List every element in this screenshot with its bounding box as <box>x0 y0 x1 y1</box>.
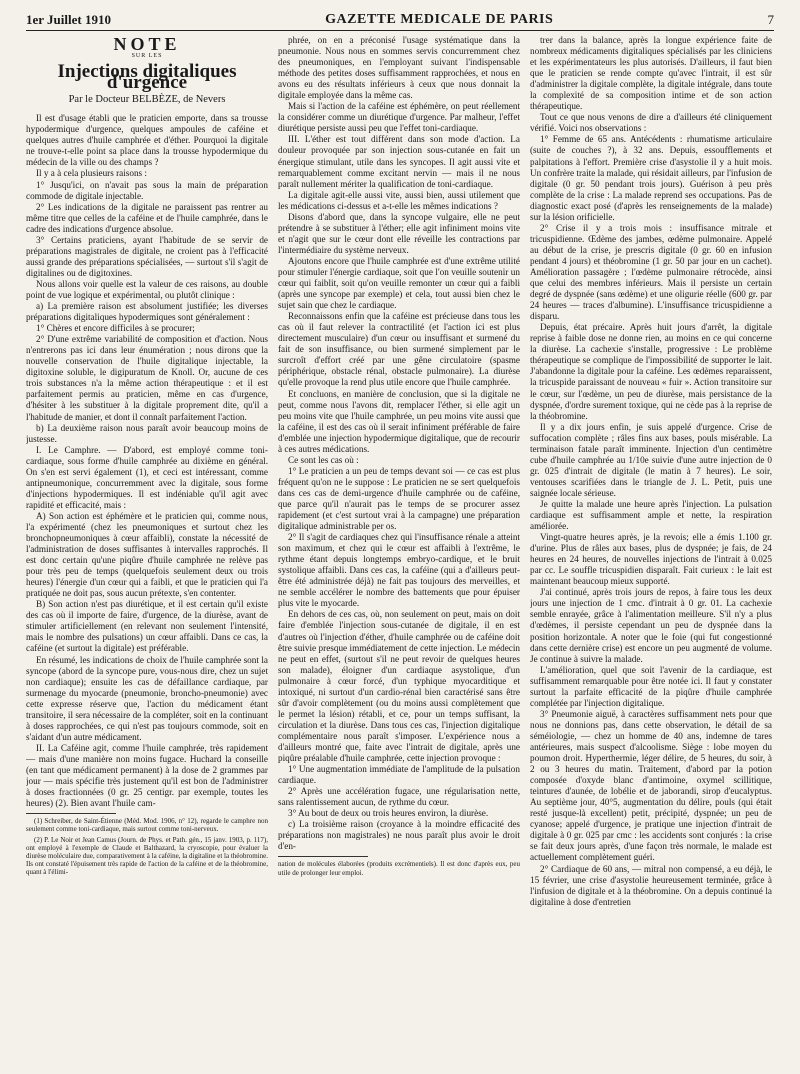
article-kicker: NOTE <box>113 35 181 54</box>
paragraph: Ajoutons encore que l'huile camphrée est d'une extrême utilité pour stimuler l'énergie cardiaque, soit que l'on veuille soutenir un cœur qui faiblit, soit qu'on veuille remonter un cœur qui a faibli (après une syncope par exemple) et cela, tout aussi bien chez le sujet sain que chez le cardiaque. <box>278 255 520 311</box>
article-kicker-sub: SUR LES <box>131 53 163 60</box>
paragraph: Il est d'usage établi que le praticien emporte, dans sa trousse hypodermique d'urgence, quelques ampoules de caféine et quelques autres d'huile camphrée et d'éther. Pourquoi la digitale ne trouve-t-elle point sa place dans la trousse hypodermique du médecin de la ville ou des champs ? <box>26 113 268 168</box>
paragraph: Ce sont les cas où : <box>288 454 359 465</box>
paragraph: Mais si l'action de la caféine est éphémère, on peut réellement la considérer comme un diurétique d'urgence. Par malheur, l'effet diurétique persiste aussi peu que l'effet toni-cardiaque. <box>278 101 520 134</box>
paragraph: Je quitte la malade une heure après l'injection. La pulsation cardiaque est suffisamment ample et nette, la respiration améliorée. <box>530 498 772 532</box>
paragraph: Il y a dix jours enfin, je suis appelé d'urgence. Crise de suffocation complète ; râles fins aux bases, pouls misérable. La terminaison fatale paraît imminente. Injection d'un centimètre cube d'huile camphrée au 1/10e suivie d'une autre injection de 0 gr. 025 d'intrait de digitale (le matin à 7 heures). Le soir, ventouses scarifiées dans le triangle de J. L. Petit, puis une saignée locale sérieuse. <box>530 421 772 498</box>
paragraph: L'amélioration, quel que soit l'avenir de la cardiaque, est suffisamment remarquable pour être notée ici. Il faut y constater surtout la parfaite efficacité de la piqûre d'huile camphrée complétée par l'injection digitalique. <box>530 664 772 708</box>
paragraph: 3° Pneumonie aiguë, à caractères suffisamment nets pour que nous ne donnions pas, dans cette observation, le détail de sa séméiologie, — chez un homme de 40 ans, indemne de tares antérieures, mais suspect d'alcoolisme. Siège : lobe moyen du poumon droit. Hyperthermie, léger délire, de 5 heures, du soir, à 2 ou 3 heures du matin. Traitement, d'abord par la potion composée d'oxyde blanc d'antimoine, oxymel scillitique, teintures d'aunée, de lobélie et de jaborandi, sirop d'eucalyptus. Au septième jour, 40°5, augmentation du délire, pouls (qui était resté jusque-là excellent) petit, précipité, dyspnée; un peu de cyanose; appelé d'urgence, je pratique une injection d'intrait de digitale à 0 gr. 025 par cmc : les accidents sont conjurés : la crise se fait deux jours après, d'une façon très normale, le malade est actuellement complètement guéri. <box>530 708 772 863</box>
paragraph: 2° Crise il y a trois mois : insuffisance mitrale et tricuspidienne. Œdème des jambes, œdème pulmonaire. Appelé au début de la crise, je prescris digitale (0 gr. 60 en infusion pendant 4 jours) et théobromine (1 gr. 50 par jour en un cachet). Amélioration passagère ; l'œdème pulmonaire rétrocède, ainsi que celui des membres inférieurs. Mais il persiste un certain degré de dyspnée (sans œdème) et une oligurie réelle (600 gr. par 24 heures — traces d'albumine). L'insuffisance tricuspidienne a disparu. <box>530 222 772 322</box>
paragraph: La digitale agit-elle aussi vite, aussi bien, aussi utilement que les médications ci-dessus et a-t-elle les mêmes indications ? <box>278 189 520 211</box>
paragraph: I. Le Camphre. — D'abord, est employé comme toni-cardiaque, sous forme d'huile camphrée au dixième en général. On s'en est servi également (1), et ceci est intéressant, comme antipneumonique, concurremment avec la digitale, sous forme d'injections hypodermiques. Il est indéniable qu'il agit avec rapidité et efficacité, mais : <box>26 444 268 510</box>
paragraph: 1° Une augmentation immédiate de l'amplitude de la pulsation cardiaque. <box>278 764 520 786</box>
paragraph: B) Son action n'est pas diurétique, et il est certain qu'il existe des cas où il importe de faire, d'urgence, de la diurèse, avant de stimuler artificiellement (en relevant non seulement l'intensité, mais le nombre des pulsations) un cœur affaibli. Dans ce cas, la caféine (et surtout la digitale) est préférable. <box>26 599 268 654</box>
column-2-body <box>278 35 520 852</box>
paragraph: Disons d'abord que, dans la syncope vulgaire, elle ne peut prétendre à se substituer à l'éther; elle agit infiniment moins vite et n'agit que sur le cœur dont elle réveille les contractions par l'intermédiaire du système nerveux. <box>278 211 520 255</box>
footnote: (1) Schreiber, de Saint-Étienne (Méd. Mod. 1906, n° 12), regarde le camphre non seulement comme toni-cardiaque, mais surtout comme toni-nerveux. <box>26 817 268 834</box>
paragraph: A) Son action est éphémère et le praticien qui, comme nous, l'a expérimenté (chez les pneumoniques et surtout chez les bronchopneumoniques à cœur affaibli), constate la nécessité de l'administration de doses suffisantes à intervalles rapprochés. Il est donc certain qu'une piqûre d'huile camphrée ne relève pas pour très peu de temps (quelquefois seulement deux ou trois heures) l'énergie d'un cœur qui a faibli, et que le praticien qui l'a pratiquée ne doit pas, sous aucun prétexte, s'en contenter. <box>26 510 268 599</box>
paragraph: 3° Au bout de deux ou trois heures environ, la diurèse. <box>288 808 489 819</box>
paragraph: 1° Chères et encore difficiles à se procurer; <box>36 323 195 334</box>
paragraph: Et concluons, en manière de conclusion, que si la digitale ne peut, comme nous l'avons dit, remplacer l'éther, si elle agit un peu moins vite que l'huile camphrée, un peu moins vite aussi que la caféine, il est des cas où il serait infiniment préférable de faire d'emblée une injection hypodermique digitalique, que de recourir à ces autres médications. <box>278 388 520 454</box>
article-heading <box>26 35 268 106</box>
column-1 <box>26 35 268 1059</box>
column-2 <box>278 35 520 1059</box>
footnote-continuation: nation de molécules élaborées (produits excrémentiels). Il est donc d'après eux, peu utile de prolonger leur emploi. <box>278 860 520 877</box>
column-2-footnotes <box>278 860 520 876</box>
journal-title: GAZETTE MEDICALE DE PARIS <box>325 12 554 27</box>
paragraph: En dehors de ces cas, où, non seulement on peut, mais on doit faire d'emblée l'injection sous-cutanée de digitale, il en est d'autres où l'injection d'éther, d'huile camphrée ou de caféine doit être suivie presque immédiatement de cette injection. Le médecin ne peut en effet, (surtout s'il ne peut revoir de quelques heures son malade), éloigner d'un cardiaque asystolique, d'un pulmonaire à cœur forcé, d'un typhique myocarditique et intoxiqué, ni surtout d'un cardio-rénal bien caractérisé sans être sûr d'avoir complètement (ou du moins aussi complètement que le permet la lésion) rétabli, et ce, pour un temps suffisant, la circulation et la diurèse. Dans tous ces cas, l'injection digitalique complémentaire nous paraît s'imposer. L'expérience nous a d'ailleurs montré que, faite avec l'intrait de digitale, après une piqûre préalable d'huile camphrée, cette injection provoque : <box>278 609 520 764</box>
paragraph: Vingt-quatre heures après, je la revois; elle a émis 1.100 gr. d'urine. Plus de râles aux bases, plus de dyspnée; je fais, de 24 heures en 24 heures, de nouvelles injections de l'intrait à 0.025 par cc. Le souffle tricuspidien disparaît. Fait curieux : le lait est maintenant beaucoup mieux supporté. <box>530 532 772 587</box>
page-number: 7 <box>767 12 774 27</box>
paragraph: 1° Femme de 65 ans. Antécédents : rhumatisme articulaire (suite de couches ?), à 32 ans. Depuis, essoufflements et palpitations à l'effort. Première crise d'asystolie il y a huit mois. Un confrère traite la malade, qui résidait ailleurs, par l'infusion de digitale (0 gr. 50 pendant trois jours). Guérison à peu près complète de la crise : La malade reprend ses occupations. Pas de diagnostic exact posé (d'après les renseignements de la malade) sur la lésion orificielle. <box>530 134 772 222</box>
paragraph: 1° Jusqu'ici, on n'avait pas sous la main de préparation commode de digitale injectable. <box>26 179 268 201</box>
footnote-rule <box>278 856 368 857</box>
paragraph: 2° D'une extrême variabilité de composition et d'action. Nous n'entrerons pas ici dans leur énumération ; nous dirons que la nouvelle conservation de l'huile digitalique injectable, la digitoxine soluble, le digipuratum de Knoll. Or, aucune de ces trois substances n'a la même action thérapeutique : et il est parfaitement permis au praticien, même en cas d'urgence, d'hésiter à les substituer à la digitale proprement dite, qu'il a l'habitude de manier, et dont il connaît parfaitement l'action. <box>26 334 268 422</box>
paragraph: 2° Il s'agit de cardiaques chez qui l'insuffisance rénale a atteint son maximum, et chez qui le cœur est affaibli à l'extrême, le rythme étant depuis longtemps embryo-cardique, et le bruit systolique affaibli. Dans ces cas, la caféine (qui a d'ailleurs peut-être été administrée déjà) ne fait pas toujours des merveilles, et ne semble accélérer le nombre des battements que pour épuiser plus vite le myocarde. <box>278 532 520 609</box>
column-1-body <box>26 113 268 809</box>
paragraph: III. L'éther est tout différent dans son mode d'action. La douleur provoquée par son injection sous-cutanée en fait un énergique stimulant, utile dans les syncopes. Il agit aussi vite et remarquablement comme excitant nervin — mais il ne nous paraît nullement mériter la qualification de toni-cardiaque. <box>278 134 520 189</box>
column-3-body <box>530 35 772 908</box>
paragraph: Il y a à cela plusieurs raisons : <box>36 168 147 179</box>
column-1-footnotes <box>26 817 268 876</box>
paragraph: 1° Le praticien a un peu de temps devant soi — ce cas est plus fréquent qu'on ne le suppose : Le praticien ne se sert quelquefois dans ces cas de demi-urgence d'huile camphrée ou de caféine, que parce qu'il n'aurait pas le temps de se procurer assez rapidement (et c'est surtout vrai à la campagne) une préparation digitalique administrable per os. <box>278 465 520 532</box>
paragraph: 2° Les indications de la digitale ne paraissent pas rentrer au même titre que celles de la caféine et de l'huile camphrée, dans le cadre des indications d'urgence absolue. <box>26 201 268 234</box>
paragraph: b) La deuxième raison nous paraît avoir beaucoup moins de justesse. <box>26 422 268 444</box>
paragraph: 2° Cardiaque de 60 ans, — mitral non compensé, a eu déjà, le 15 février, une crise d'asystolie heureusement terminée, grâce à l'infusion de digitale et à la théobromine. On a depuis continué la digitaline à dose d'entretien <box>530 863 772 907</box>
paragraph: En résumé, les indications de choix de l'huile camphrée sont la syncope (abord de la syncope pure, vous-nous dire, chez un sujet non cardiaque); ensuite les cas de défaillance cardiaque, par surmenage du myocarde (pneumonie, broncho-pneumonie) avec cette expresse réserve que, l'action du médicament étant transitoire, il sera nécessaire de la compléter, soit en la continuant à doses rapprochées, ce qui n'est pas toujours commode, soit en s'aidant d'un autre médicament. <box>26 654 268 742</box>
paragraph: Reconnaissons enfin que la caféine est précieuse dans tous les cas où il faut relever la contractilité (et l'action ici est plus directement musculaire) d'un cœur ou insuffisant et surmené du fait de son insuffisance, ou bien surmené simplement par le surcroît d'effort créé par une gêne circulatoire (spasme périphérique, obstacle rénal, obstacle pulmonaire). La diurèse qu'elle provoque la rend plus utile encore que l'huile camphrée. <box>278 311 520 388</box>
article-title: Injections digitaliques d'urgence <box>57 61 237 94</box>
paragraph: Nous allons voir quelle est la valeur de ces raisons, au double point de vue logique et expérimental, ou plutôt clinique : <box>26 278 268 300</box>
paragraph: Tout ce que nous venons de dire a d'ailleurs été cliniquement vérifié. Voici nos observations : <box>530 112 772 134</box>
paragraph: Depuis, état précaire. Après huit jours d'arrêt, la digitale reprise à faible dose ne donne rien, au moins en ce qui concerne la diurèse. La cachexie s'installe, progressive : Le problème thérapeutique se complique de l'impossibilité de supporter le lait. J'abandonne la digitale pour la caféine. Les œdèmes reparaissent, la tricuspide paraissant de nouveau « fuir ». Action transitoire sur le cœur, sur l'œdème, un peu de diurèse, mais persistance de la dyspnée, d'ordre surement toxique, qui ne cède pas à la reprise de la théobromine. <box>530 322 772 421</box>
paragraph: phrée, on en a préconisé l'usage systématique dans la pneumonie. Nous nous en sommes servis concurremment chez des pneumoniques, en l'employant suivant l'indispensable méthode des petites doses suffisamment rapprochées, et nous en avons eu des résultats inférieurs à ceux que nous donnait la digitale employée dans la même cas. <box>278 35 520 101</box>
paragraph: II. La Caféine agit, comme l'huile camphrée, très rapidement — mais d'une manière non moins fugace. Huchard la conseille (en tant que médicament permanent) à la dose de 2 grammes par jour — mais spécifie très justement qu'il est bon de l'administrer à doses fractionnées (0 gr. 25 centigr. par exemple, toutes les heures) (2). Bien avant l'huile cam- <box>26 742 268 809</box>
paragraph: c) La troisième raison (croyance à la moindre efficacité des préparations non magistrales) ne nous paraît plus avoir le droit d'en- <box>278 819 520 852</box>
paragraph: trer dans la balance, après la longue expérience faite de nombreux médicaments digitaliques spécialisés par les cliniciens et les expérimentateurs les plus autorisés. D'ailleurs, il faut bien que le praticien se rende compte qu'avec l'intrait, il est sûr d'administrer la digitale complète, la digitale intégrale, dans toute la complexité de sa composition intime et de son action thérapeutique. <box>530 35 772 112</box>
issue-date: 1er Juillet 1910 <box>26 12 111 27</box>
text-columns <box>26 35 774 1059</box>
running-head <box>26 8 774 31</box>
paragraph: a) La première raison est absolument justifiée; les diverses préparations digitaliques hypodermiques sont généralement : <box>26 301 268 323</box>
footnote-rule <box>26 813 116 814</box>
paragraph: 3° Certains praticiens, ayant l'habitude de se servir de préparations magistrales de digitale, ne croient pas à l'efficacité aussi grande des préparations spécialisées, — surtout s'il s'agit de digitalines ou de digitoxines. <box>26 234 268 278</box>
paragraph: J'ai continué, après trois jours de repos, à faire tous les deux jours une injection de 1 cmc. d'intrait à 0 gr. 01. La cachexie semble enrayée, grâce à l'alimentation meilleure. S'il n'y a plus d'œdèmes, il persiste cependant un peu de dyspnée dans la position horizontale. A noter que le foie (qui fut congestionné dans cette dernière crise) est encore un peu augmenté de volume. Je continue à suivre la malade. <box>530 587 772 664</box>
column-3 <box>530 35 772 1059</box>
article-author: Par le Docteur BELBÈZE, de Nevers <box>68 94 226 106</box>
paragraph: 2° Après une accélération fugace, une régularisation nette, sans ralentissement aucun, de rythme du cœur. <box>278 786 520 808</box>
footnote: (2) P. Le Noir et Jean Camus (Journ. de Phys. et Path. gén., 15 janv. 1903, p. 117), ont employé à l'exemple de Claude et Balthazard, la cryoscopie, pour évaluer la diurèse moléculaire due, comparativement à la caféine, la digitaline et la théobromine. Ils ont constaté l'épuisement très rapide de l'action de la caféine et de la théobromine, quant à l'élimi- <box>26 835 268 877</box>
